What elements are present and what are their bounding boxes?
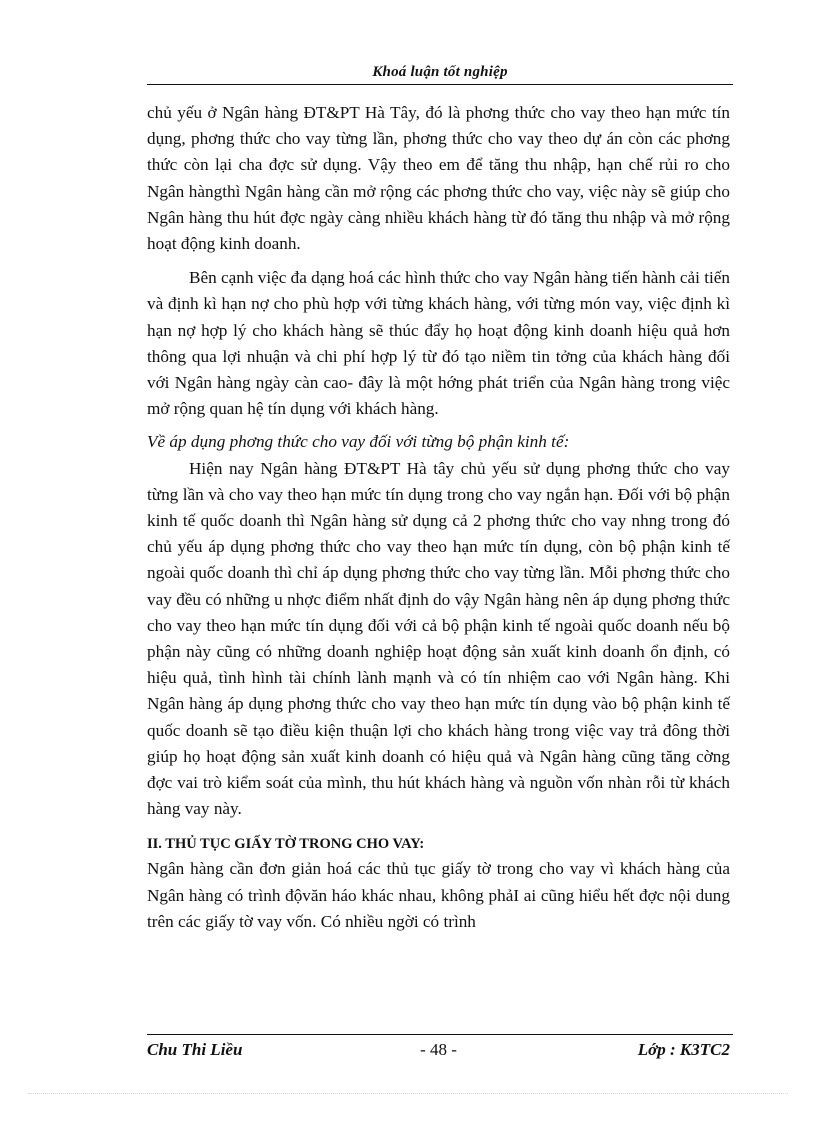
- paragraph-current-methods: Hiện nay Ngân hàng ĐT&PT Hà tây chủ yếu sử dụng phơng thức cho vay từng lần và cho vay theo hạn mức tín dụng trong cho vay ngắn hạn. Đối với bộ phận kinh tế quốc doanh thì Ngân hàng sử dụng cả 2 phơng thức cho vay nhng trong đó chủ yếu áp dụng phơng thức cho vay theo hạn mức tín dụng, còn bộ phận kinh tế ngoài quốc doanh thì chỉ áp dụng phơng thức cho vay từng lần. Mỗi phơng thức cho vay đều có những u nhợc điểm nhất định do vậy Ngân hàng nên áp dụng phơng thức cho vay theo hạn mức tín dụng đối với cả bộ phận kinh tế ngoài quốc doanh nếu bộ phận này cũng có những doanh nghiệp hoạt động sản xuất kinh doanh ổn định, có hiệu quả, tình hình tài chính lành mạnh và có tín nhiệm cao với Ngân hàng. Khi Ngân hàng áp dụng phơng thức cho vay theo hạn mức tín dụng vào bộ phận kinh tế quốc doanh sẽ tạo điều kiện thuận lợi cho khách hàng trong việc vay trả đông thời giúp họ hoạt động sản xuất kinh doanh có hiệu quả và Ngân hàng cũng tăng cờng đợc vai trò kiểm soát của mình, thu hút khách hàng và nguồn vốn nhàn rỗi từ khách hàng vay này.: [147, 458, 730, 819]
- footer-class-label: Lớp : K3TC2: [637, 1040, 730, 1059]
- paragraph-debt-term: Bên cạnh việc đa dạng hoá các hình thức cho vay Ngân hàng tiến hành cải tiến và định kì hạn nợ cho phù hợp với từng khách hàng, với từng món vay, việc định kì hạn nợ hợp lý cho khách hàng sẽ thúc đẩy họ hoạt động kinh doanh hiệu quả hơn thông qua lợi nhuận và chi phí hợp lý từ đó tạo niềm tin tởng của khách hàng đối với Ngân hàng ngày càn cao- đây là một hớng phát triển của Ngân hàng trong việc mở rộng quan hệ tín dụng với khách hàng.: [147, 268, 730, 419]
- footer-page-number: - 48 -: [420, 1040, 457, 1059]
- header-divider: [147, 84, 733, 85]
- page-bottom-border: [28, 1093, 788, 1094]
- subheading-lending-by-sector: Về áp dụng phơng thức cho vay đối với từng bộ phận kinh tế:: [147, 432, 570, 452]
- paragraph-lending-methods: chủ yếu ở Ngân hàng ĐT&PT Hà Tây, đó là phơng thức cho vay theo hạn mức tín dụng, phơng thức cho vay từng lần, phơng thức cho vay theo dự án còn các phơng thức còn lại cha đợc sử dụng. Vậy theo em để tăng thu nhập, hạn chế rủi ro cho Ngân hàngthì Ngân hàng cần mở rộng các phơng thức cho vay, việc này sẽ giúp cho Ngân hàng thu hút đợc ngày càng nhiều khách hàng từ đó tăng thu nhập và mở rộng hoạt động kinh doanh.: [147, 103, 730, 254]
- page-footer: [147, 1040, 730, 1064]
- document-body: [147, 100, 730, 935]
- section-heading-loan-procedures: II. THỦ TỤC GIẤY TỜ TRONG CHO VAY:: [147, 836, 425, 853]
- footer-divider: [147, 1034, 733, 1035]
- footer-author: Chu Thi Liều: [147, 1040, 243, 1059]
- page-header-title: Khoá luận tốt nghiệp: [372, 64, 508, 80]
- paragraph-simplify-procedures: Ngân hàng cần đơn giản hoá các thủ tục giấy tờ trong cho vay vì khách hàng của Ngân hàng có trình độvăn háo khác nhau, không phảI ai cũng hiểu hết đợc nội dung trên các giấy tờ vay vốn. Có nhiều ngời có trình: [147, 859, 730, 931]
